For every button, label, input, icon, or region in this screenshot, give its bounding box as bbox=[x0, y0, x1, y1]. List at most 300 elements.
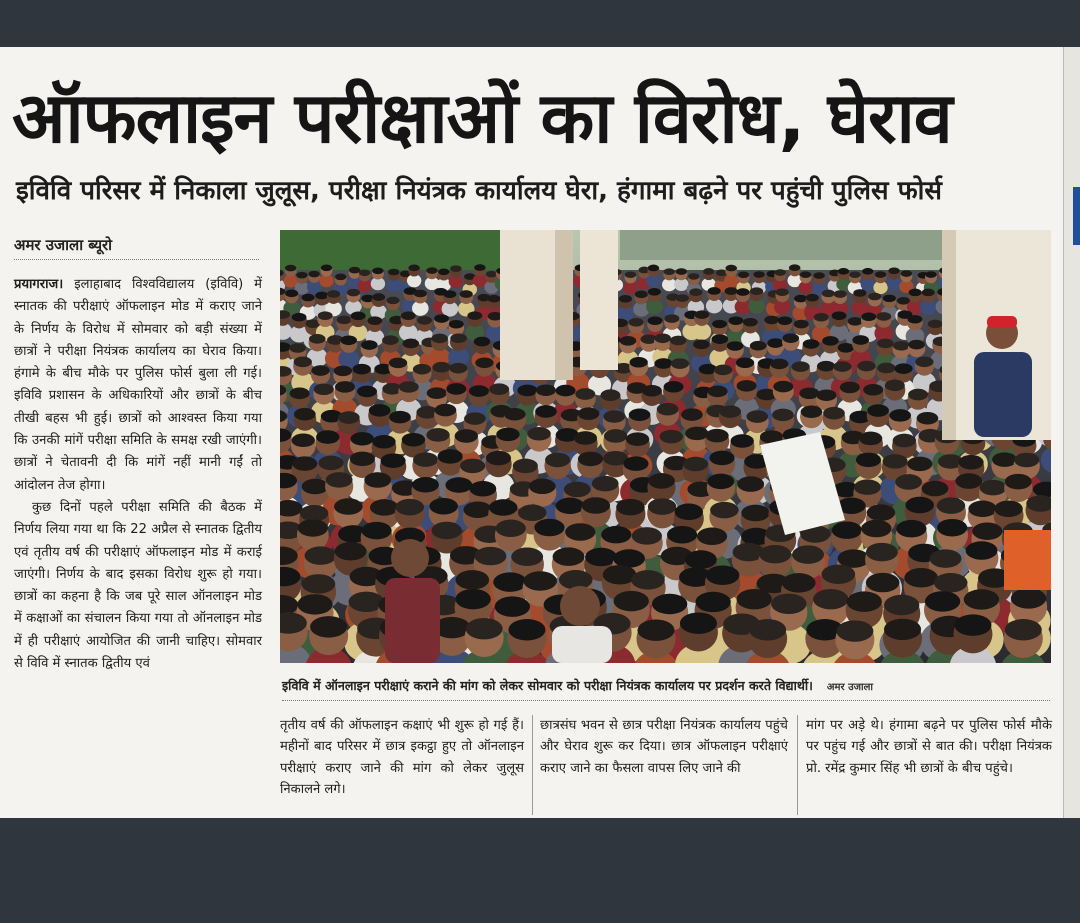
crowd-hair-shape bbox=[402, 433, 425, 447]
crowd-hair-shape bbox=[750, 287, 763, 295]
crowd-hair-shape bbox=[517, 385, 537, 397]
crowd-hair-shape bbox=[460, 290, 473, 298]
crowd-hair-shape bbox=[475, 358, 493, 369]
newspaper-clipping bbox=[0, 47, 1080, 818]
crowd-hair-shape bbox=[838, 343, 855, 353]
crowd-hair-shape bbox=[334, 366, 352, 377]
column-divider bbox=[797, 715, 798, 815]
crowd-hair-shape bbox=[832, 311, 847, 320]
crowd-hair-shape bbox=[955, 473, 982, 489]
crowd-hair-shape bbox=[575, 388, 595, 400]
crowd-hair-shape bbox=[832, 521, 862, 538]
crowd-hair-shape bbox=[367, 316, 382, 325]
crowd-hair-shape bbox=[681, 408, 703, 421]
crowd-hair-shape bbox=[357, 386, 377, 398]
crowd-hair-shape bbox=[340, 336, 357, 346]
crowd-hair-shape bbox=[467, 311, 482, 320]
crowd-hair-shape bbox=[772, 409, 794, 422]
crowd-hair-shape bbox=[631, 570, 665, 589]
crowd-hair-shape bbox=[399, 381, 419, 393]
crowd-hair-shape bbox=[675, 504, 704, 520]
crowd-hair-shape bbox=[693, 340, 710, 350]
crowd-hair-shape bbox=[301, 294, 314, 302]
crowd-hair-shape bbox=[601, 526, 631, 543]
crowd-hair-shape bbox=[629, 318, 644, 327]
crowd-hair-shape bbox=[853, 289, 866, 297]
crowd-hair-shape bbox=[637, 619, 674, 640]
crowd-hair-shape bbox=[907, 457, 932, 472]
crowd-hair-shape bbox=[648, 473, 675, 489]
crowd-hair-shape bbox=[884, 595, 919, 615]
crowd-hair-shape bbox=[372, 435, 395, 449]
crowd-hair-shape bbox=[708, 386, 728, 398]
crowd-hair-shape bbox=[534, 519, 564, 536]
crowd-hair-shape bbox=[863, 384, 883, 396]
crowd-hair-shape bbox=[703, 268, 714, 275]
caption-divider bbox=[282, 700, 1050, 701]
crowd-hair-shape bbox=[868, 293, 881, 301]
crowd-hair-shape bbox=[469, 481, 496, 497]
crowd-hair-shape bbox=[604, 429, 627, 443]
crowd-hair-shape bbox=[523, 571, 557, 590]
crowd-hair-shape bbox=[585, 548, 617, 566]
crowd-hair-shape bbox=[712, 320, 727, 329]
crowd-hair-shape bbox=[652, 594, 687, 614]
crowd-hair-shape bbox=[707, 474, 734, 490]
crowd-hair-shape bbox=[789, 264, 800, 271]
crowd-hair-shape bbox=[922, 481, 949, 497]
crowd-hair-shape bbox=[930, 549, 962, 567]
crowd-hair-shape bbox=[1005, 474, 1032, 490]
crowd-hair-shape bbox=[889, 409, 911, 422]
crowd-hair-shape bbox=[456, 570, 490, 589]
crowd-hair-shape bbox=[455, 589, 490, 609]
crowd-hair-shape bbox=[792, 545, 824, 563]
crowd-hair-shape bbox=[664, 268, 675, 275]
crowd-hair-shape bbox=[464, 412, 486, 425]
crowd-hair-shape bbox=[667, 526, 697, 543]
crowd-hair-shape bbox=[706, 566, 740, 585]
crowd-hair-shape bbox=[642, 385, 662, 397]
crowd-hair-shape bbox=[1014, 453, 1039, 468]
crowd-hair-shape bbox=[685, 427, 708, 441]
crowd-hair-shape bbox=[443, 290, 456, 298]
crowd-hair-shape bbox=[629, 408, 651, 421]
crowd-hair-shape bbox=[866, 543, 898, 561]
crowd-hair-shape bbox=[782, 573, 816, 592]
crowd-hair-shape bbox=[803, 339, 820, 349]
crowd-hair-shape bbox=[349, 267, 360, 274]
crowd-hair-shape bbox=[776, 288, 789, 296]
viewer-bottom-bar bbox=[0, 818, 1080, 923]
crowd-hair-shape bbox=[495, 596, 530, 616]
crowd-hair-shape bbox=[867, 404, 889, 417]
crowd-hair-shape bbox=[654, 333, 671, 343]
crowd-hair-shape bbox=[648, 288, 661, 296]
crowd-hair-shape bbox=[449, 320, 464, 329]
crowd-hair-shape bbox=[429, 498, 458, 514]
crowd-hair-shape bbox=[980, 480, 1007, 496]
article-paragraph-2: कुछ दिनों पहले परीक्षा समिति की बैठक में निर्णय लिया गया था कि 22 अप्रैल से स्नातक द्वितीय एवं तृतीय वर्ष की परीक्षाएं ऑफलाइन मोड में कराई जाएंगी। निर्णय के बाद इसका विरोध शुरू हो गया। छात्रों का कहना है कि जब पूरे साल ऑनलाइन मोड में कक्षाओं का संचालन किया गया तो ऑनलाइन मोड में ही परीक्षाएं आयोजित की जानी चाहिए। सोमवार से विवि में स्नातक द्वितीय एवं bbox=[14, 499, 262, 672]
crowd-hair-shape bbox=[915, 357, 933, 368]
crowd-hair-shape bbox=[474, 264, 485, 271]
crowd-hair-shape bbox=[695, 592, 730, 612]
crowd-hair-shape bbox=[582, 497, 611, 513]
crowd-hair-shape bbox=[327, 290, 340, 298]
crowd-hair-shape bbox=[964, 589, 999, 609]
crowd-hair-shape bbox=[834, 290, 847, 298]
crowd-hair-shape bbox=[285, 265, 296, 272]
crowd-hair-shape bbox=[592, 476, 619, 492]
crowd-hair-shape bbox=[414, 290, 427, 298]
crowd-hair-shape bbox=[460, 459, 485, 474]
crowd-hair-shape bbox=[635, 291, 648, 299]
crowd-hair-shape bbox=[446, 383, 466, 395]
crowd-hair-shape bbox=[676, 294, 689, 302]
crowd-hair-shape bbox=[603, 565, 637, 584]
crowd-hair-shape bbox=[749, 619, 786, 640]
crowd-hair-shape bbox=[496, 520, 526, 537]
crowd-hair-shape bbox=[318, 311, 333, 320]
crowd-hair-shape bbox=[937, 519, 967, 536]
crowd-hair-shape bbox=[654, 358, 672, 369]
crowd-hair-shape bbox=[847, 591, 882, 611]
crowd-hair-shape bbox=[623, 456, 648, 471]
crowd-hair-shape bbox=[310, 616, 347, 637]
crowd-hair-shape bbox=[489, 383, 509, 395]
crowd-hair-shape bbox=[296, 272, 307, 279]
crowd-hair-shape bbox=[574, 431, 597, 445]
crowd-hair-shape bbox=[486, 451, 511, 466]
crowd-hair-shape bbox=[350, 452, 375, 467]
crowd-hair-shape bbox=[616, 499, 645, 515]
crowd-hair-shape bbox=[294, 357, 312, 368]
crowd-hair-shape bbox=[619, 295, 632, 303]
crowd-hair-shape bbox=[822, 565, 856, 584]
crowd-hair-shape bbox=[648, 498, 677, 515]
crowd-hair-shape bbox=[777, 316, 792, 325]
crowd-hair-shape bbox=[861, 520, 891, 537]
crowd-hair-shape bbox=[992, 452, 1017, 467]
crowd-hair-shape bbox=[511, 547, 543, 565]
crowd-hair-shape bbox=[408, 264, 419, 271]
crowd-hair-shape bbox=[854, 479, 881, 495]
crowd-hair-shape bbox=[300, 505, 329, 521]
crowd-hair-shape bbox=[426, 267, 437, 274]
crowd-hair-shape bbox=[743, 318, 758, 327]
crowd-hair-shape bbox=[372, 268, 383, 275]
crowd-hair-shape bbox=[431, 334, 448, 344]
crowd-hair-shape bbox=[904, 568, 938, 587]
crowd-hair-shape bbox=[876, 312, 891, 321]
crowd-hair-shape bbox=[565, 523, 595, 540]
crowd-hair-shape bbox=[369, 404, 391, 417]
crowd-hair-shape bbox=[857, 361, 875, 372]
adjacent-page-image bbox=[1073, 187, 1080, 245]
headline: ऑफलाइन परीक्षाओं का विरोध, घेराव bbox=[12, 77, 952, 159]
caption-text: इविवि में ऑनलाइन परीक्षाएं कराने की मांग को लेकर सोमवार को परीक्षा नियंत्रक कार्यालय पर प्रदर्शन करते विद्यार्थी। bbox=[282, 678, 813, 693]
crowd-hair-shape bbox=[553, 547, 585, 565]
subheadline: इविवि परिसर में निकाला जुलूस, परीक्षा नियंत्रक कार्यालय घेरा, हंगामा बढ़ने पर पहुंची पुलिस फोर्स bbox=[16, 176, 942, 206]
crowd-hair-shape bbox=[726, 265, 737, 272]
crowd-hair-shape bbox=[413, 364, 431, 375]
crowd-hair-shape bbox=[861, 312, 876, 321]
crowd-hair-shape bbox=[545, 453, 570, 468]
crowd-hair-shape bbox=[389, 411, 411, 424]
photo-credit: अमर उजाला bbox=[826, 682, 873, 693]
crowd-hair-shape bbox=[895, 474, 922, 490]
crowd-hair-shape bbox=[849, 271, 860, 278]
crowd-hair-shape bbox=[877, 339, 894, 349]
crowd-hair-shape bbox=[338, 411, 360, 424]
byline: अमर उजाला ब्यूरो bbox=[14, 231, 259, 260]
crowd-hair-shape bbox=[901, 270, 912, 277]
crowd-hair-shape bbox=[318, 456, 343, 471]
crowd-hair-shape bbox=[922, 289, 935, 297]
crowd-hair-shape bbox=[782, 333, 799, 343]
crowd-hair-shape bbox=[800, 271, 811, 278]
crowd-hair-shape bbox=[536, 384, 556, 396]
crowd-hair-shape bbox=[670, 336, 687, 346]
crowd-hair-shape bbox=[813, 272, 824, 279]
crowd-hair-shape bbox=[417, 316, 432, 325]
crowd-hair-shape bbox=[361, 340, 378, 350]
crowd-hair-shape bbox=[382, 335, 399, 345]
crowd-hair-shape bbox=[381, 453, 406, 468]
crowd-hair-shape bbox=[759, 545, 791, 563]
crowd-hair-shape bbox=[413, 452, 438, 467]
crowd-hair-shape bbox=[450, 333, 467, 343]
crowd-hair-shape bbox=[504, 408, 526, 421]
crowd-hair-shape bbox=[347, 289, 360, 297]
crowd-hair-shape bbox=[625, 271, 636, 278]
adjacent-page-edge bbox=[1063, 47, 1080, 818]
crowd-hair-shape bbox=[386, 297, 399, 305]
crowd-hair-shape bbox=[893, 341, 910, 351]
crowd-hair-shape bbox=[513, 459, 538, 474]
crowd-hair-shape bbox=[556, 498, 585, 515]
article-column-2: तृतीय वर्ष की ऑफलाइन कक्षाएं भी शुरू हो गई हैं। महीनों बाद परिसर में छात्र इकट्ठा हुए तो ऑनलाइन परीक्षाएं कराए जाने की मांग को लेकर जुलूस निकालने लगे। bbox=[280, 718, 524, 797]
crowd-hair-shape bbox=[1011, 588, 1046, 608]
crowd-hair-shape bbox=[388, 269, 399, 276]
crowd-hair-shape bbox=[298, 519, 328, 536]
crowd-hair-shape bbox=[316, 430, 339, 444]
crowd-hair-shape bbox=[676, 268, 687, 275]
crowd-hair-shape bbox=[434, 314, 449, 323]
crowd-hair-shape bbox=[648, 265, 659, 272]
crowd-hair-shape bbox=[817, 361, 835, 372]
crowd-hair-shape bbox=[712, 334, 729, 344]
crowd-hair-shape bbox=[848, 317, 863, 326]
crowd-hair-shape bbox=[925, 591, 960, 611]
crowd-hair-shape bbox=[680, 612, 717, 633]
crowd-hair-shape bbox=[445, 477, 472, 493]
crowd-hair-shape bbox=[689, 288, 702, 296]
crowd-hair-shape bbox=[289, 343, 306, 353]
crowd-hair-shape bbox=[888, 267, 899, 274]
crowd-hair-shape bbox=[833, 361, 851, 372]
crowd-hair-shape bbox=[816, 389, 836, 401]
crowd-hair-shape bbox=[389, 358, 407, 369]
crowd-hair-shape bbox=[664, 381, 684, 393]
crowd-hair-shape bbox=[791, 361, 809, 372]
crowd-hair-shape bbox=[738, 272, 749, 279]
crowd-hair-shape bbox=[737, 380, 757, 392]
crowd-hair-shape bbox=[302, 574, 336, 593]
protest-photo bbox=[280, 230, 1051, 663]
crowd-hair-shape bbox=[657, 403, 679, 416]
crowd-hair-shape bbox=[496, 428, 519, 442]
crowd-hair-shape bbox=[297, 594, 332, 614]
crowd-hair-shape bbox=[469, 385, 489, 397]
crowd-hair-shape bbox=[309, 271, 320, 278]
crowd-hair-shape bbox=[359, 269, 370, 276]
crowd-hair-shape bbox=[529, 479, 556, 495]
crowd-hair-shape bbox=[954, 614, 991, 635]
crowd-hair-shape bbox=[600, 389, 620, 401]
crowd-hair-shape bbox=[705, 429, 728, 443]
crowd-hair-shape bbox=[928, 320, 943, 329]
crowd-hair-shape bbox=[302, 479, 329, 495]
crowd-hair-shape bbox=[806, 294, 819, 302]
crowd-hair-shape bbox=[426, 428, 449, 442]
column-divider bbox=[532, 715, 533, 815]
crowd-hair-shape bbox=[908, 315, 923, 324]
crowd-hair-shape bbox=[697, 528, 727, 545]
crowd-hair-shape bbox=[412, 477, 439, 493]
crowd-hair-shape bbox=[351, 312, 366, 321]
crowd-hair-shape bbox=[1005, 619, 1042, 640]
crowd-hair-shape bbox=[401, 311, 416, 320]
crowd-hair-shape bbox=[335, 274, 346, 281]
crowd-hair-shape bbox=[867, 504, 896, 521]
crowd-hair-shape bbox=[488, 295, 501, 303]
crowd-hair-shape bbox=[613, 549, 645, 567]
crowd-hair-shape bbox=[292, 456, 317, 471]
crowd-hair-shape bbox=[773, 381, 793, 393]
crowd-hair-shape bbox=[794, 295, 807, 303]
crowd-hair-shape bbox=[315, 292, 328, 300]
crowd-hair-shape bbox=[395, 499, 424, 516]
crowd-hair-shape bbox=[875, 271, 886, 278]
crowd-hair-shape bbox=[894, 363, 912, 374]
crowd-hair-shape bbox=[556, 385, 576, 397]
crowd-hair-shape bbox=[883, 295, 896, 303]
crowd-hair-shape bbox=[309, 334, 326, 344]
paragraph-1-text: इलाहाबाद विश्वविद्यालय (इविवि) में स्नातक की परीक्षाएं ऑफलाइन मोड में कराए जाने के निर्णय के विरोध में सोमवार को बड़ी संख्या में छात्रों ने परीक्षा नियंत्रक कार्यालय का घेराव किया। हंगामे के बीच मौके पर पुलिस फोर्स बुला ली गई। इविवि प्रशासन के अधिकारियों और छात्रों के बीच तीखी बहस भी हुई। छात्रों को आश्वस्त किया गया कि उनकी मांगें परीक्षा समिति के समक्ष रखी जाएंगी। छात्रों ने चेतावनी दी कि मांगें नहीं मानी गईं तो आंदोलन तेज होगा। bbox=[14, 277, 262, 493]
crowd-hair-shape bbox=[917, 412, 939, 425]
crowd-hair-shape bbox=[578, 407, 600, 420]
crowd-hair-shape bbox=[648, 316, 663, 325]
crowd-hair-shape bbox=[994, 500, 1023, 517]
crowd-hair-shape bbox=[685, 550, 717, 568]
crowd-hair-shape bbox=[737, 589, 772, 609]
crowd-hair-shape bbox=[335, 381, 355, 393]
crowd-hair-shape bbox=[823, 407, 845, 420]
crowd-hair-shape bbox=[750, 341, 767, 351]
crowd-hair-shape bbox=[856, 453, 881, 468]
crowd-hair-shape bbox=[866, 573, 900, 592]
crowd-hair-shape bbox=[896, 520, 926, 537]
crowd-hair-shape bbox=[770, 359, 788, 370]
crowd-hair-shape bbox=[335, 542, 367, 560]
crowd-hair-shape bbox=[449, 363, 467, 374]
crowd-hair-shape bbox=[464, 501, 493, 518]
crowd-hair-shape bbox=[614, 591, 649, 611]
crowd-hair-shape bbox=[836, 620, 873, 641]
crowd-hair-shape bbox=[372, 293, 385, 301]
crowd-hair-shape bbox=[518, 505, 547, 522]
crowd-hair-shape bbox=[626, 432, 649, 446]
crowd-hair-shape bbox=[564, 482, 591, 498]
crowd-hair-shape bbox=[708, 287, 721, 295]
crowd-hair-shape bbox=[814, 313, 829, 322]
crowd-hair-shape bbox=[314, 383, 334, 395]
crowd-hair-shape bbox=[683, 457, 708, 472]
crowd-hair-shape bbox=[292, 434, 315, 448]
crowd-hair-shape bbox=[620, 336, 637, 346]
crowd-hair-shape bbox=[290, 388, 310, 400]
crowd-hair-shape bbox=[968, 501, 997, 518]
crowd-hair-shape bbox=[489, 499, 518, 516]
crowd-hair-shape bbox=[326, 472, 353, 488]
crowd-hair-shape bbox=[893, 434, 916, 448]
crowd-hair-shape bbox=[403, 339, 420, 349]
crowd-hair-shape bbox=[731, 434, 754, 448]
photo-caption bbox=[282, 673, 1050, 699]
crowd-hair-shape bbox=[370, 499, 399, 515]
article-paragraph bbox=[14, 274, 262, 497]
crowd-hair-shape bbox=[508, 619, 545, 640]
crowd-hair-shape bbox=[671, 358, 689, 369]
crowd-hair-shape bbox=[972, 522, 1002, 539]
crowd-hair-shape bbox=[909, 289, 922, 297]
crowd-hair-shape bbox=[908, 389, 928, 401]
crowd-hair-shape bbox=[321, 265, 332, 272]
crowd-hair-shape bbox=[725, 287, 738, 295]
crowd-hair-shape bbox=[719, 405, 741, 418]
crowd-hair-shape bbox=[753, 271, 764, 278]
dateline: प्रयागराज। bbox=[14, 277, 64, 292]
viewer-top-bar bbox=[0, 0, 1080, 47]
crowd-hair-shape bbox=[311, 365, 329, 376]
crowd-hair-shape bbox=[877, 363, 895, 374]
crowd-hair-shape bbox=[432, 362, 450, 373]
crowd-hair-shape bbox=[728, 316, 743, 325]
crowd-hair-shape bbox=[630, 357, 648, 368]
crowd-hair-shape bbox=[767, 338, 784, 348]
crowd-hair-shape bbox=[694, 310, 709, 319]
crowd-hair-shape bbox=[966, 541, 998, 559]
crowd-hair-shape bbox=[822, 290, 835, 298]
article-column-3: छात्रसंघ भवन से छात्र परीक्षा नियंत्रक कार्यालय पहुंचे और घेराव शुरू कर दिया। छात्र ऑफलाइन परीक्षाएं कराए जाने का फैसला वापस लिए जाने की bbox=[540, 718, 788, 776]
crowd-hair-shape bbox=[292, 313, 307, 322]
crowd-hair-shape bbox=[466, 618, 503, 639]
crowd-hair-shape bbox=[438, 449, 463, 464]
crowd-hair-shape bbox=[450, 265, 461, 272]
crowd-hair-shape bbox=[741, 505, 770, 522]
crowd-hair-shape bbox=[771, 594, 806, 614]
crowd-hair-shape bbox=[660, 430, 683, 444]
crowd-hair-shape bbox=[527, 427, 550, 441]
crowd-hair-shape bbox=[285, 290, 298, 298]
crowd-hair-shape bbox=[688, 273, 699, 280]
crowd-hair-shape bbox=[709, 451, 734, 466]
crowd-hair-shape bbox=[337, 316, 352, 325]
crowd-hair-shape bbox=[727, 341, 744, 351]
crowd-hair-shape bbox=[822, 336, 839, 346]
crowd-hair-shape bbox=[603, 410, 625, 423]
